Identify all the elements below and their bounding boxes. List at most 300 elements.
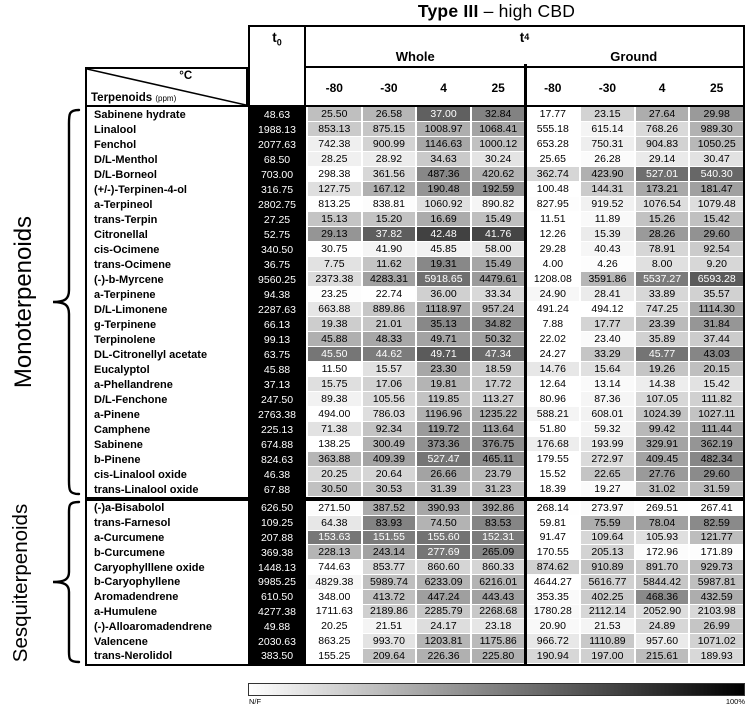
table-row <box>87 605 743 620</box>
heatmap-cell: 853.13 <box>308 122 361 137</box>
heatmap-cell: 14.76 <box>527 362 580 377</box>
heatmap-cell: 420.62 <box>472 167 525 182</box>
corner-col-axis-label: °C <box>179 70 193 82</box>
t0-value-cell: 66.13 <box>248 317 306 332</box>
heatmap-cell: 36.00 <box>417 287 470 302</box>
heatmap-cell: 409.45 <box>636 452 689 467</box>
heatmap-cell: 26.66 <box>417 467 470 482</box>
heatmap-cell: 786.03 <box>363 407 416 422</box>
heatmap-cell: 193.99 <box>581 437 634 452</box>
terpenoid-name: trans-Terpin <box>87 212 248 227</box>
heatmap-cell: 24.89 <box>636 619 689 634</box>
heatmap-cell: 860.60 <box>417 560 470 575</box>
heatmap-cell: 1235.22 <box>472 407 525 422</box>
table-row <box>87 257 743 272</box>
heatmap-cell: 555.18 <box>527 122 580 137</box>
heatmap-cell: 30.24 <box>472 152 525 167</box>
heatmap-cell: 273.97 <box>581 501 634 516</box>
terpenoid-name: DL-Citronellyl acetate <box>87 347 248 362</box>
heatmap-cell: 615.14 <box>581 122 634 137</box>
heatmap-cell: 99.42 <box>636 422 689 437</box>
heatmap-cell: 957.60 <box>636 634 689 649</box>
heatmap-cell: 138.25 <box>308 437 361 452</box>
heatmap-cell: 35.57 <box>690 287 743 302</box>
heatmap-cell: 170.55 <box>527 545 580 560</box>
t0-value-cell: 9560.25 <box>248 272 306 287</box>
t0-value-cell: 225.13 <box>248 422 306 437</box>
heatmap-cell: 15.13 <box>308 212 361 227</box>
heatmap-cell: 192.59 <box>472 182 525 197</box>
terpenoid-name: Citronellal <box>87 227 248 242</box>
heatmap-cell: 22.65 <box>581 467 634 482</box>
heatmap-cell: 910.89 <box>581 560 634 575</box>
heatmap-cell: 468.36 <box>636 590 689 605</box>
heatmap-cell: 173.21 <box>636 182 689 197</box>
t0-value-cell: 48.63 <box>248 107 306 122</box>
heatmap-cell: 225.80 <box>472 649 525 664</box>
heatmap-cell: 25.65 <box>527 152 580 167</box>
whole-ground-divider <box>524 64 527 666</box>
terpenoid-name: (-)a-Bisabolol <box>87 501 248 516</box>
heatmap-cell: 653.28 <box>527 137 580 152</box>
heatmap-cell: 48.33 <box>363 332 416 347</box>
heatmap-cell: 8.00 <box>636 257 689 272</box>
heatmap-cell: 15.42 <box>690 212 743 227</box>
sesquiterpenoids-brace-icon <box>44 499 82 665</box>
heatmap-cell: 838.81 <box>363 197 416 212</box>
page-title <box>248 1 745 22</box>
heatmap-cell: 19.31 <box>417 257 470 272</box>
heatmap-cell: 105.56 <box>363 392 416 407</box>
heatmap-cell: 12.26 <box>527 227 580 242</box>
heatmap-cell: 863.25 <box>308 634 361 649</box>
heatmap-cell: 24.17 <box>417 619 470 634</box>
heatmap-cell: 860.33 <box>472 560 525 575</box>
heatmap-cell: 172.96 <box>636 545 689 560</box>
temp-col-header-ground-25: 25 <box>710 80 724 95</box>
heatmap-cell: 269.51 <box>636 501 689 516</box>
heatmap-cell: 957.24 <box>472 302 525 317</box>
heatmap-cell: 1110.89 <box>581 634 634 649</box>
heatmap-cell: 35.13 <box>417 317 470 332</box>
heatmap-cell: 30.50 <box>308 482 361 497</box>
heatmap-cell: 105.93 <box>636 531 689 546</box>
temp-col-header-whole-4: 4 <box>440 80 447 95</box>
heatmap-cell: 487.36 <box>417 167 470 182</box>
monoterpenoids-brace-icon <box>44 107 82 497</box>
terpenoid-name: D/L-Limonene <box>87 302 248 317</box>
heatmap-cell: 18.39 <box>527 482 580 497</box>
table-row <box>87 392 743 407</box>
heatmap-cell: 6593.28 <box>690 272 743 287</box>
heatmap-cell: 2373.38 <box>308 272 361 287</box>
t0-value-cell: 247.50 <box>248 392 306 407</box>
heatmap-cell: 197.00 <box>581 649 634 664</box>
t0-value-cell: 316.75 <box>248 182 306 197</box>
t0-value-cell: 37.13 <box>248 377 306 392</box>
heatmap-cell: 362.74 <box>527 167 580 182</box>
heatmap-cell: 91.47 <box>527 531 580 546</box>
heatmap-cell: 30.47 <box>690 152 743 167</box>
heatmap-cell: 14.38 <box>636 377 689 392</box>
title-bold: Type III <box>417 1 479 21</box>
heatmap-cell: 153.63 <box>308 531 361 546</box>
heatmap-cell: 891.70 <box>636 560 689 575</box>
terpenoid-name: D/L-Fenchone <box>87 392 248 407</box>
heatmap-cell: 111.44 <box>690 422 743 437</box>
heatmap-cell: 35.89 <box>636 332 689 347</box>
corner-row-axis-label: Terpenoids (ppm) <box>91 92 177 104</box>
group-label-monoterpenoids: Monoterpenoids <box>10 215 37 389</box>
temp-col-header-ground-4: 4 <box>658 80 666 95</box>
heatmap-cell: 2285.79 <box>417 605 470 620</box>
t4-column-header <box>306 27 743 47</box>
t0-value-cell: 207.88 <box>248 531 306 546</box>
temp-col-header-ground--30: -30 <box>598 80 617 95</box>
heatmap-cell: 2112.14 <box>581 605 634 620</box>
heatmap-cell: 373.36 <box>417 437 470 452</box>
table-row <box>87 302 743 317</box>
t0-value-cell: 68.50 <box>248 152 306 167</box>
heatmap-cell: 28.25 <box>308 152 361 167</box>
heatmap-cell: 813.25 <box>308 197 361 212</box>
heatmap-cell: 6233.09 <box>417 575 470 590</box>
heatmap-cell: 29.28 <box>527 242 580 257</box>
heatmap-cell: 29.13 <box>308 227 361 242</box>
heatmap-cell: 6216.01 <box>472 575 525 590</box>
heatmap-cell: 19.38 <box>308 317 361 332</box>
table-row <box>87 167 743 182</box>
whole-column-header: Whole <box>395 49 435 64</box>
heatmap-cell: 78.91 <box>636 242 689 257</box>
heatmap-cell: 267.41 <box>690 501 743 516</box>
heatmap-cell: 989.30 <box>690 122 743 137</box>
heatmap-cell: 5616.77 <box>581 575 634 590</box>
heatmap-cell: 1024.39 <box>636 407 689 422</box>
heatmap-cell: 663.88 <box>308 302 361 317</box>
terpenoid-name: Sabinene <box>87 437 248 452</box>
heatmap-cell: 900.99 <box>363 137 416 152</box>
t0-value-cell: 674.88 <box>248 437 306 452</box>
heatmap-cell: 44.62 <box>363 347 416 362</box>
heatmap-cell: 413.72 <box>363 590 416 605</box>
temp-col-header-whole--30: -30 <box>380 80 398 95</box>
heatmap-cell: 5918.65 <box>417 272 470 287</box>
t0-value-cell: 383.50 <box>248 649 306 664</box>
heatmap-cell: 22.74 <box>363 287 416 302</box>
heatmap-cell: 265.09 <box>472 545 525 560</box>
heatmap-cell: 443.43 <box>472 590 525 605</box>
t0-value-cell: 45.88 <box>248 362 306 377</box>
table-row <box>87 467 743 482</box>
heatmap-cell: 144.31 <box>581 182 634 197</box>
heatmap-cell: 277.69 <box>417 545 470 560</box>
terpenoid-name: g-Terpinene <box>87 317 248 332</box>
heatmap-cell: 11.51 <box>527 212 580 227</box>
heatmap-cell: 5537.27 <box>636 272 689 287</box>
heatmap-cell: 874.62 <box>527 560 580 575</box>
t0-label-sub: 0 <box>276 37 282 48</box>
heatmap-cell: 376.75 <box>472 437 525 452</box>
corner-header-cell <box>85 67 248 107</box>
heatmap-cell: 15.42 <box>690 377 743 392</box>
terpenoid-name: a-Humulene <box>87 605 248 620</box>
heatmap-cell: 465.11 <box>472 452 525 467</box>
heatmap-cell: 31.39 <box>417 482 470 497</box>
heatmap-cell: 20.15 <box>690 362 743 377</box>
heatmap-cell: 34.82 <box>472 317 525 332</box>
temp-col-header-whole--80: -80 <box>325 80 343 95</box>
t0-value-cell: 46.38 <box>248 467 306 482</box>
heatmap-cell: 742.38 <box>308 137 361 152</box>
heatmap-cell: 494.12 <box>581 302 634 317</box>
heatmap-cell: 83.93 <box>363 516 416 531</box>
table-row <box>87 242 743 257</box>
heatmap-cell: 215.61 <box>636 649 689 664</box>
table-row <box>87 317 743 332</box>
heatmap-cell: 1780.28 <box>527 605 580 620</box>
heatmap-cell: 179.55 <box>527 452 580 467</box>
heatmap-cell: 111.82 <box>690 392 743 407</box>
heatmap-cell: 2052.90 <box>636 605 689 620</box>
table-row <box>87 560 743 575</box>
heatmap-cell: 9.20 <box>690 257 743 272</box>
heatmap-cell: 176.68 <box>527 437 580 452</box>
heatmap-cell: 24.90 <box>527 287 580 302</box>
t0-label: t <box>272 30 277 45</box>
table-row <box>87 634 743 649</box>
heatmap-cell: 387.52 <box>363 501 416 516</box>
heatmap-cell: 226.36 <box>417 649 470 664</box>
terpenoid-name: a-Curcumene <box>87 531 248 546</box>
table-row <box>87 377 743 392</box>
table-row <box>87 152 743 167</box>
table-row <box>87 619 743 634</box>
heatmap-cell: 119.72 <box>417 422 470 437</box>
heatmap-cell: 27.76 <box>636 467 689 482</box>
grayscale-legend-bar <box>248 683 745 696</box>
heatmap-cell: 33.29 <box>581 347 634 362</box>
heatmap-cell: 1076.54 <box>636 197 689 212</box>
heatmap-cell: 348.00 <box>308 590 361 605</box>
terpenoid-name: trans-Linalool oxide <box>87 482 248 497</box>
heatmap-cell: 127.75 <box>308 182 361 197</box>
heatmap-cell: 45.88 <box>308 332 361 347</box>
heatmap-cell: 5987.81 <box>690 575 743 590</box>
terpenoid-name: a-Terpinene <box>87 287 248 302</box>
t0-value-cell: 49.88 <box>248 619 306 634</box>
heatmap-cell: 23.79 <box>472 467 525 482</box>
heatmap-cell: 4644.27 <box>527 575 580 590</box>
heatmap-cell: 28.41 <box>581 287 634 302</box>
heatmap-cell: 181.47 <box>690 182 743 197</box>
heatmap-cell: 15.49 <box>472 212 525 227</box>
t0-value-cell: 610.50 <box>248 590 306 605</box>
heatmap-cell: 527.47 <box>417 452 470 467</box>
heatmap-cell: 13.14 <box>581 377 634 392</box>
heatmap-cell: 23.39 <box>636 317 689 332</box>
heatmap-cell: 268.14 <box>527 501 580 516</box>
t0-value-cell: 340.50 <box>248 242 306 257</box>
heatmap-cell: 24.27 <box>527 347 580 362</box>
heatmap-cell: 300.49 <box>363 437 416 452</box>
heatmap-cell: 59.81 <box>527 516 580 531</box>
t0-column-header <box>248 25 306 107</box>
heatmap-cell: 100.48 <box>527 182 580 197</box>
terpenoid-name: Linalool <box>87 122 248 137</box>
terpenoid-name: cis-Ocimene <box>87 242 248 257</box>
table-row <box>87 362 743 377</box>
table-row <box>87 107 743 122</box>
terpenoid-name: b-Pinene <box>87 452 248 467</box>
heatmap-cell: 11.62 <box>363 257 416 272</box>
heatmap-cell: 59.32 <box>581 422 634 437</box>
table-row <box>87 182 743 197</box>
t0-value-cell: 2763.38 <box>248 407 306 422</box>
heatmap-cell: 1060.92 <box>417 197 470 212</box>
t0-value-cell: 369.38 <box>248 545 306 560</box>
terpenoid-name: a-Phellandrene <box>87 377 248 392</box>
t0-value-cell: 2077.63 <box>248 137 306 152</box>
heatmap-cell: 29.60 <box>690 467 743 482</box>
heatmap-cell: 20.25 <box>308 467 361 482</box>
heatmap-cell: 4283.31 <box>363 272 416 287</box>
heatmap-cell: 19.81 <box>417 377 470 392</box>
t0-value-cell: 2287.63 <box>248 302 306 317</box>
heatmap-cell: 4.26 <box>581 257 634 272</box>
table-row <box>87 422 743 437</box>
t0-value-cell: 2802.75 <box>248 197 306 212</box>
heatmap-cell: 80.96 <box>527 392 580 407</box>
heatmap-cell: 747.25 <box>636 302 689 317</box>
heatmap-cell: 7.88 <box>527 317 580 332</box>
heatmap-cell: 78.04 <box>636 516 689 531</box>
heatmap-cell: 43.03 <box>690 347 743 362</box>
table-row <box>87 545 743 560</box>
heatmap-cell: 190.48 <box>417 182 470 197</box>
t0-value-cell: 63.75 <box>248 347 306 362</box>
heatmap-cell: 750.31 <box>581 137 634 152</box>
heatmap-cell: 171.89 <box>690 545 743 560</box>
heatmap-cell: 155.25 <box>308 649 361 664</box>
heatmap-cell: 41.76 <box>472 227 525 242</box>
sesquiterpenoids-section <box>85 499 745 666</box>
heatmap-cell: 37.82 <box>363 227 416 242</box>
heatmap-cell: 15.20 <box>363 212 416 227</box>
heatmap-cell: 12.64 <box>527 377 580 392</box>
t0-value-cell: 4277.38 <box>248 605 306 620</box>
t4-label: t <box>519 29 525 45</box>
table-row <box>87 212 743 227</box>
heatmap-cell: 21.53 <box>581 619 634 634</box>
heatmap-cell: 491.24 <box>527 302 580 317</box>
heatmap-cell: 588.21 <box>527 407 580 422</box>
terpenoid-name: Terpinolene <box>87 332 248 347</box>
heatmap-cell: 1711.63 <box>308 605 361 620</box>
heatmap-cell: 167.12 <box>363 182 416 197</box>
heatmap-cell: 402.25 <box>581 590 634 605</box>
heatmap-cell: 993.70 <box>363 634 416 649</box>
heatmap-cell: 362.19 <box>690 437 743 452</box>
heatmap-cell: 87.36 <box>581 392 634 407</box>
heatmap-cell: 113.27 <box>472 392 525 407</box>
legend-max-label: 100% <box>725 697 745 706</box>
terpenoid-name: Caryophylllene oxide <box>87 560 248 575</box>
heatmap-cell: 4479.61 <box>472 272 525 287</box>
heatmap-cell: 1027.11 <box>690 407 743 422</box>
t0-value-cell: 1988.13 <box>248 122 306 137</box>
heatmap-cell: 853.77 <box>363 560 416 575</box>
table-row <box>87 332 743 347</box>
temp-col-header-ground--80: -80 <box>544 80 562 95</box>
heatmap-cell: 768.26 <box>636 122 689 137</box>
heatmap-cell: 152.31 <box>472 531 525 546</box>
t0-value-cell: 1448.13 <box>248 560 306 575</box>
heatmap-cell: 20.90 <box>527 619 580 634</box>
heatmap-cell: 83.53 <box>472 516 525 531</box>
heatmap-cell: 2103.98 <box>690 605 743 620</box>
heatmap-cell: 17.72 <box>472 377 525 392</box>
heatmap-cell: 121.77 <box>690 531 743 546</box>
heatmap-cell: 29.14 <box>636 152 689 167</box>
heatmap-cell: 16.69 <box>417 212 470 227</box>
t0-value-cell: 2030.63 <box>248 634 306 649</box>
heatmap-cell: 25.50 <box>308 107 361 122</box>
terpenoid-name: Eucalyptol <box>87 362 248 377</box>
heatmap-cell: 23.30 <box>417 362 470 377</box>
heatmap-cell: 71.38 <box>308 422 361 437</box>
heatmap-cell: 361.56 <box>363 167 416 182</box>
heatmap-cell: 447.24 <box>417 590 470 605</box>
heatmap-cell: 74.50 <box>417 516 470 531</box>
t0-value-cell: 94.38 <box>248 287 306 302</box>
temp-col-header-whole-25: 25 <box>491 80 505 95</box>
heatmap-cell: 92.34 <box>363 422 416 437</box>
heatmap-cell: 17.77 <box>581 317 634 332</box>
table-row <box>87 272 743 287</box>
table-row <box>87 516 743 531</box>
heatmap-cell: 329.91 <box>636 437 689 452</box>
heatmap-cell: 527.01 <box>636 167 689 182</box>
terpenoid-name: trans-Nerolidol <box>87 649 248 664</box>
heatmap-cell: 919.52 <box>581 197 634 212</box>
heatmap-cell: 155.60 <box>417 531 470 546</box>
heatmap-cell: 3591.86 <box>581 272 634 287</box>
heatmap-cell: 15.57 <box>363 362 416 377</box>
heatmap-cell: 49.71 <box>417 332 470 347</box>
heatmap-cell: 31.02 <box>636 482 689 497</box>
legend-min-label: N/F <box>249 697 262 706</box>
heatmap-cell: 190.94 <box>527 649 580 664</box>
terpenoid-name: D/L-Menthol <box>87 152 248 167</box>
table-row <box>87 437 743 452</box>
terpenoid-name: cis-Linalool oxide <box>87 467 248 482</box>
heatmap-cell: 23.15 <box>581 107 634 122</box>
heatmap-cell: 7.75 <box>308 257 361 272</box>
heatmap-cell: 82.59 <box>690 516 743 531</box>
heatmap-cell: 1008.97 <box>417 122 470 137</box>
heatmap-cell: 113.64 <box>472 422 525 437</box>
heatmap-cell: 30.53 <box>363 482 416 497</box>
heatmap-cell: 31.23 <box>472 482 525 497</box>
terpenoid-name: a-Terpineol <box>87 197 248 212</box>
table-row <box>87 531 743 546</box>
heatmap-cell: 15.64 <box>581 362 634 377</box>
heatmap-cell: 608.01 <box>581 407 634 422</box>
heatmap-cell: 17.77 <box>527 107 580 122</box>
terpenoid-name: Aromadendrene <box>87 590 248 605</box>
heatmap-cell: 5989.74 <box>363 575 416 590</box>
